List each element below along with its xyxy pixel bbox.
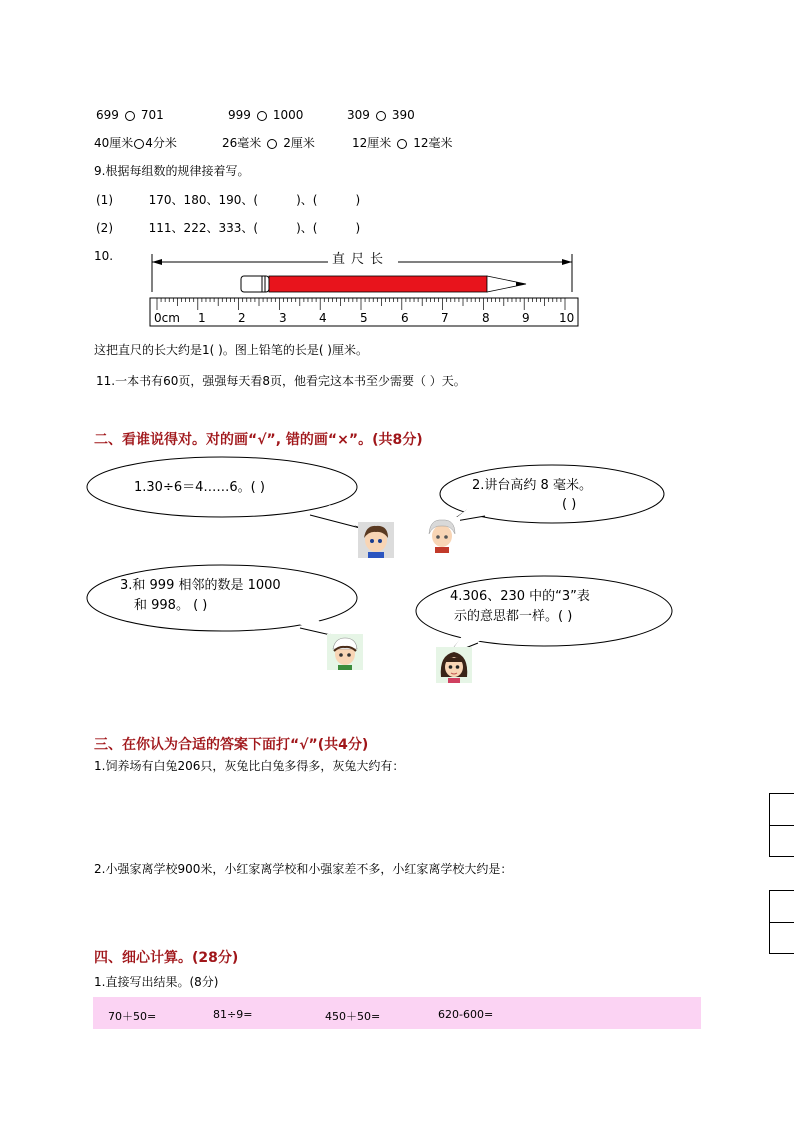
compare-circle[interactable] [267, 139, 277, 149]
boy-avatar-icon [358, 522, 394, 558]
compare-item-1-1 [96, 108, 164, 122]
compare-item-1-2 [228, 108, 303, 122]
bubble1-text: 1.30÷6＝4……6。( ) [134, 480, 265, 495]
section3-q1: 1.饲养场有白兔206只，灰兔比白兔多得多，灰兔大约有： [94, 759, 405, 773]
bubble2-text-line2: ( ) [562, 497, 577, 512]
compare-item-2-2 [222, 136, 315, 150]
calc-item: 81÷9= [213, 1008, 253, 1021]
compare-item-2-1 [94, 136, 177, 150]
tick-label: 9 [522, 311, 530, 325]
ruler-length-label: 直尺长 [332, 252, 390, 267]
section2-heading: 二、看谁说得对。对的画“√”, 错的画“×”。(共8分) [94, 432, 423, 448]
boy-with-cap-avatar-icon [327, 634, 363, 670]
calc-band [93, 997, 701, 1029]
tick-label: 4 [319, 311, 327, 325]
q10-number: 10. [94, 249, 114, 263]
q9-close: ) [355, 193, 361, 207]
tick-label: 1 [198, 311, 206, 325]
compare-left: 309 [347, 108, 370, 122]
bubble3-text-line2: 和 998。 ( ) [134, 598, 208, 613]
girl-avatar-icon [436, 647, 472, 683]
compare-circle[interactable] [397, 139, 407, 149]
compare-left: 999 [228, 108, 251, 122]
compare-circle[interactable] [125, 111, 135, 121]
compare-left: 40厘米 [94, 136, 134, 150]
white-haired-boy-avatar-icon [424, 517, 460, 553]
compare-circle[interactable] [257, 111, 267, 121]
compare-right: 12毫米 [413, 136, 453, 150]
q9-close: ) [355, 221, 361, 235]
q9-row1 [96, 193, 360, 207]
bubble4-text-line2: 示的意思都一样。( ) [454, 609, 573, 624]
score-box-top [769, 793, 794, 857]
compare-circle[interactable] [376, 111, 386, 121]
section3-heading: 三、在你认为合适的答案下面打“√”(共4分) [94, 737, 369, 753]
tick-label: 0cm [154, 311, 180, 325]
compare-right: 390 [391, 108, 415, 122]
bubble3-text-line1: 3.和 999 相邻的数是 1000 [120, 578, 281, 593]
speech-bubbles [0, 455, 794, 695]
q9-sequence: 170、180、190、( [148, 193, 259, 207]
q10-question: 这把直尺的长大约是1( )。图上铅笔的长是( )厘米。 [94, 343, 368, 357]
q9-title: 9.根据每组数的规律接着写。 [94, 164, 250, 178]
compare-right: 4分米 [145, 136, 177, 150]
tick-label: 5 [360, 311, 368, 325]
section4-sub1: 1.直接写出结果。(8分) [94, 975, 219, 989]
q9-sep: )、( [296, 221, 318, 235]
compare-right: 1000 [272, 108, 304, 122]
section3-q2: 2.小强家离学校900米，小红家离学校和小强家差不多，小红家离学校大约是： [94, 862, 513, 876]
compare-right: 701 [140, 108, 164, 122]
compare-left: 699 [96, 108, 119, 122]
q9-row2 [96, 221, 360, 235]
bubble2-text-line1: 2.讲台高约 8 毫米。 [472, 478, 592, 493]
tick-label: 3 [279, 311, 287, 325]
q9-row-num: (2) [96, 221, 113, 235]
compare-item-2-3 [352, 136, 453, 150]
tick-label: 2 [238, 311, 246, 325]
calc-item: 450＋50= [325, 1010, 381, 1023]
bubble4-text-line1: 4.306、230 中的“3”表 [450, 589, 590, 604]
q9-row-num: (1) [96, 193, 113, 207]
q9-sep: )、( [296, 193, 318, 207]
tick-label: 10 [559, 311, 575, 325]
section4-heading: 四、细心计算。(28分) [94, 950, 239, 966]
q11-question: 11.一本书有60页，强强每天看8页，他看完这本书至少需要（ ）天。 [96, 374, 466, 388]
compare-circle[interactable] [134, 139, 144, 149]
tick-label: 7 [441, 311, 449, 325]
calc-item: 620-600= [438, 1008, 494, 1021]
compare-right: 2厘米 [283, 136, 315, 150]
score-box-bottom [769, 890, 794, 954]
tick-label: 6 [401, 311, 409, 325]
calc-item: 70＋50= [108, 1010, 157, 1023]
compare-left: 12厘米 [352, 136, 392, 150]
compare-item-1-3 [347, 108, 415, 122]
tick-label: 8 [482, 311, 490, 325]
compare-left: 26毫米 [222, 136, 262, 150]
q9-sequence: 111、222、333、( [148, 221, 259, 235]
